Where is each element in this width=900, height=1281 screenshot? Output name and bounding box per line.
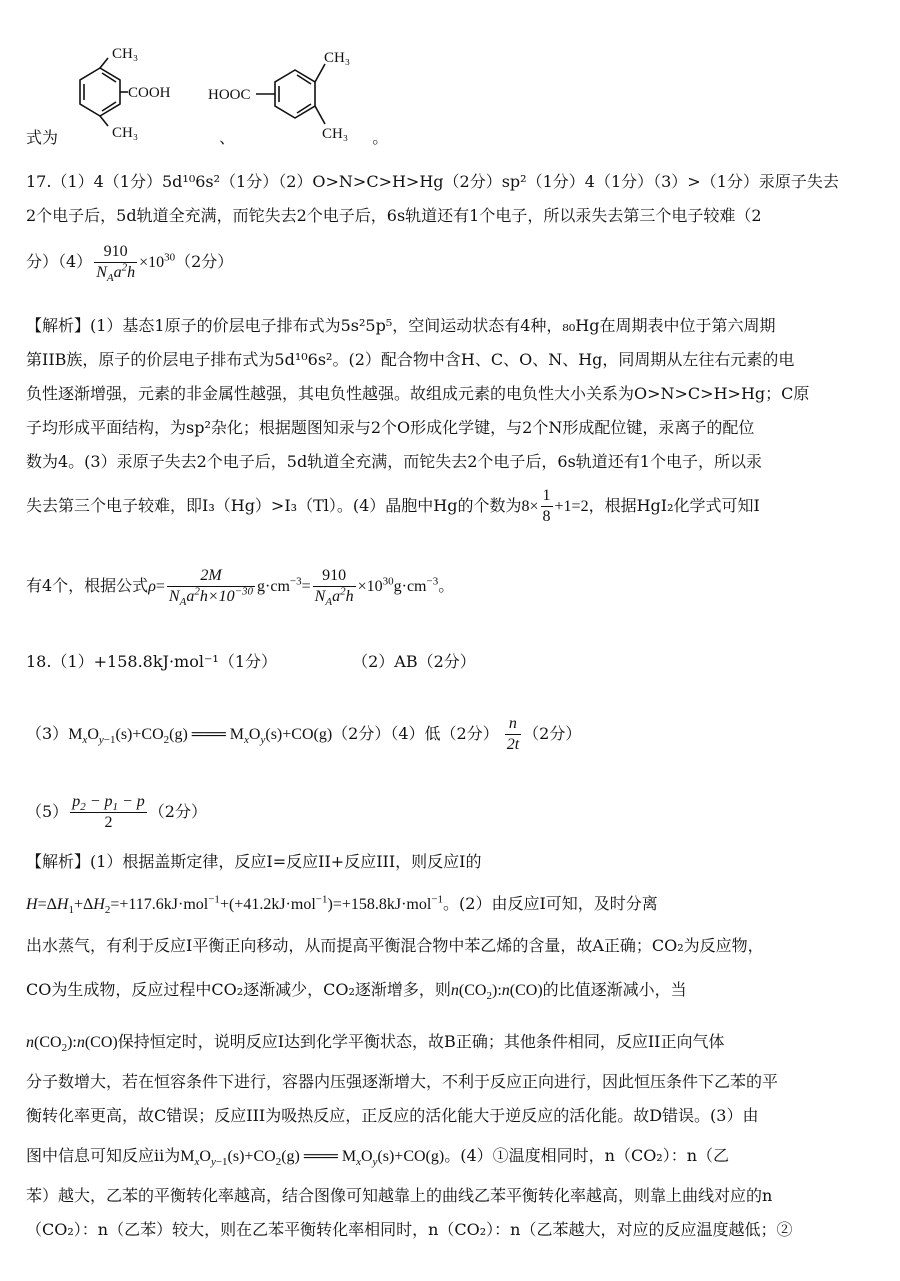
j18-line-8-suffix: 。(4）①温度相同时，n（CO₂）：n（乙: [444, 1146, 730, 1165]
j17-line-6-suffix: ，根据HgI₂化学式可知I: [588, 496, 760, 515]
q17-line-3: 分）（4） $\frac{910}{N_Aa^2h}$ $\times 10^{30}(2$分）: [26, 243, 234, 285]
j18-line-4: CO为生成物，反应过程中CO₂逐渐减少，CO₂逐渐增多，则$n(CO_2):n(CO)$的比值逐渐减小，当: [26, 980, 687, 1003]
j18-line-1: 【解析】(1）根据盖斯定律，反应I=反应II+反应III，则反应I的: [26, 852, 482, 871]
molecule-2-ring: [256, 64, 325, 124]
j18-line-2-suffix: 。(2）由反应I可知，及时分离: [443, 894, 658, 913]
mol2-carboxyl: HOOC: [208, 87, 251, 103]
caption-separator: 、: [219, 128, 236, 147]
j18-line-9: 苯）越大，乙苯的平衡转化率越高，结合图像可知越靠上的曲线乙苯平衡转化率越高，则靠上曲线对应的n: [26, 1186, 773, 1205]
mol1-carboxyl: COOH: [128, 85, 171, 101]
q18-part-1: 18.（1）+158.8kJ·mol⁻¹（1分）: [26, 652, 277, 671]
j18-line-5-suffix: 保持恒定时，说明反应I达到化学平衡状态，故B正确；其他条件相同，反应II正向气体: [117, 1032, 725, 1051]
caption-end: 。: [372, 128, 389, 147]
mol1-methyl-bottom: CH₃: [112, 125, 139, 141]
molecule-1-ring: [80, 58, 128, 126]
j18-line-10: （CO₂）：n（乙苯）较大，则在乙苯平衡转化率相同时，n（CO₂）：n（乙苯越大，对应的反应温度越低；②: [26, 1220, 793, 1239]
q18-line-2-score: （2分）: [523, 724, 582, 743]
j17-line-7: 有4个，根据公式ρ= $\frac{2M}{N_Aa^2h\times 10^{-30}}$ $g\cdot cm^{-3}=$ $\frac{910}{N_Aa^2h}$ $\times 10^{30}g\cdot cm^{-3}$。: [26, 567, 455, 609]
caption-prefix: 式为: [26, 128, 59, 147]
j17-line-6: 失去第三个电子较难，即I₃（Hg）>I₃（Tl）。(4）晶胞中Hg的个数为8× $\frac{1}{8}$ +1=2，根据HgI₂化学式可知I: [26, 487, 760, 525]
q17-fraction-numerator: 910: [94, 242, 137, 263]
q17-line-2: 2个电子后，5d轨道全充满，而铊失去2个电子后，6s轨道还有1个电子，所以汞失去第三个电子较难（2: [26, 206, 762, 225]
q18-line-2: $(3)M_xO_{y-1}(s)+CO_2(g)$ ═══ $M_xO_y(s)+CO(g)(2$分）（4）低（2分） $\frac{n}{2t}$ （2分）: [26, 715, 582, 753]
j18-line-4-prefix: CO为生成物，反应过程中CO₂逐渐减少，CO₂逐渐增多，则: [26, 980, 451, 999]
q18-line-2-middle: （2分）（4）低（2分）: [332, 724, 499, 743]
q18-line-3-prefix: （5）: [26, 802, 69, 821]
j17-line-5: 数为4。(3）汞原子失去2个电子后，5d轨道全充满，而铊失去2个电子后，6s轨道还有1个电子，所以汞: [26, 452, 762, 471]
j17-line-4: 子均形成平面结构，为sp²杂化；根据题图知汞与2个O形成化学键，与2个N形成配位键，汞离子的配位: [26, 418, 755, 437]
j18-line-2: $H=\Delta H_1+\Delta H_2=+117.6kJ\cdot mol^{-1}+(+41.2kJ\cdot mol^{-1})=+158.8kJ\cdot mol^{-1}$。(2）由反应I可知，及时分离: [26, 893, 658, 917]
formula-caption: [26, 128, 388, 148]
q18-line-1: [26, 652, 476, 672]
j17-line-1: 【解析】(1）基态1原子的价层电子排布式为5s²5p⁵，空间运动状态有4种，₈₀Hg在周期表中位于第六周期: [26, 316, 776, 335]
j17-line-2: 第IIB族，原子的价层电子排布式为5d¹⁰6s²。(2）配合物中含H、C、O、N、Hg，同周期从左往右元素的电: [26, 350, 795, 369]
q18-part-2: （2）AB（2分）: [352, 652, 476, 671]
j17-line-3: 负性逐渐增强，元素的非金属性越强，其电负性越强。故组成元素的电负性大小关系为O>N>C>H>Hg；C原: [26, 384, 810, 403]
j18-line-4-suffix: 的比值逐渐减小，当: [542, 980, 687, 999]
j18-line-5: $n(CO_2):n(CO)$保持恒定时，说明反应I达到化学平衡状态，故B正确；其他条件相同，反应II正向气体: [26, 1032, 725, 1055]
mol2-methyl-bottom: CH₃: [322, 126, 349, 142]
q17-line-3-prefix: 分）（4）: [26, 252, 93, 271]
j18-line-8: 图中信息可知反应ii为$M_xO_{y-1}(s)+CO_2(g)$ ═══ $M_xO_y(s)+CO(g)$。(4）①温度相同时，n（CO₂）：n（乙: [26, 1146, 730, 1169]
mol2-methyl-top: CH₃: [324, 50, 351, 66]
q17-line-3-score: （2分）: [175, 252, 234, 271]
mol1-methyl-top: CH₃: [112, 46, 139, 62]
j17-line-7-prefix: 有4个，根据公式: [26, 576, 149, 595]
j18-line-8-prefix: 图中信息可知反应ii为: [26, 1146, 181, 1165]
j18-line-3: 出水蒸气，有利于反应I平衡正向移动，从而提高平衡混合物中苯乙烯的含量，故A正确；CO₂为反应物，: [26, 936, 764, 955]
j18-line-7: 衡转化率更高，故C错误；反应III为吸热反应，正反应的活化能大于逆反应的活化能。故D错误。(3）由: [26, 1106, 759, 1125]
q18-line-3: （5） $\frac{p_2 - p_1 - p}{2}$ （2分）: [26, 793, 207, 831]
j18-line-6: 分子数增大，若在恒容条件下进行，容器内压强逐渐增大，不利于反应正向进行，因此恒压条件下乙苯的平: [26, 1072, 779, 1091]
j17-line-7-end: 。: [438, 576, 455, 595]
q18-line-2-prefix: （3）: [26, 724, 69, 743]
q17-density-fraction: $\frac{910}{N_Aa^2h}$: [96, 243, 136, 285]
j17-line-6-prefix: 失去第三个电子较难，即I₃（Hg）>I₃（Tl）。(4）晶胞中Hg的个数为: [26, 496, 522, 515]
q18-line-3-score: （2分）: [148, 802, 207, 821]
q17-line-1: 17.（1）4（1分）5d¹⁰6s²（1分）（2）O>N>C>H>Hg（2分）sp²（1分）4（1分）（3）>（1分）汞原子失去: [26, 172, 839, 191]
